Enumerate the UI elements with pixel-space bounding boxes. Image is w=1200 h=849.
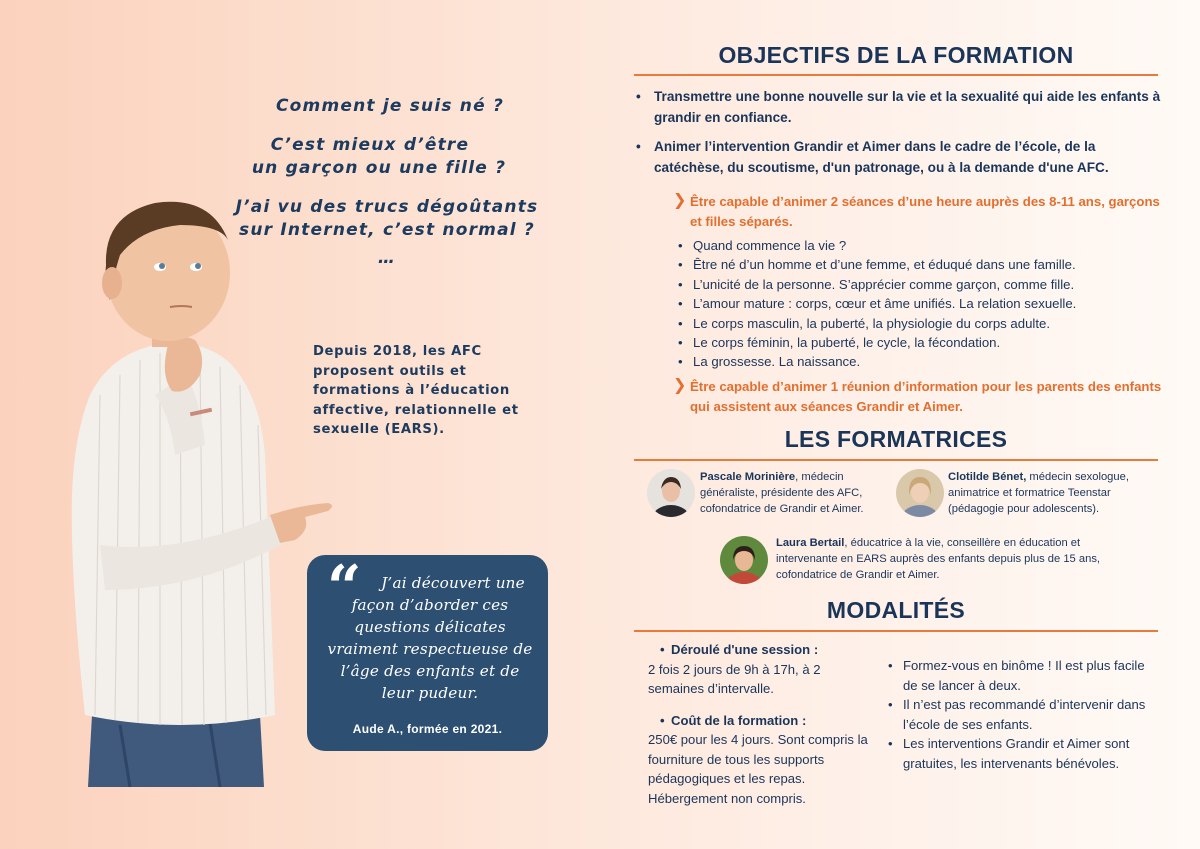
modalites-left-column — [648, 640, 878, 808]
topic-item: • La grossesse. La naissance. — [676, 352, 1146, 371]
bio-laura: Laura Bertail, éducatrice à la vie, conseillère en éducation et intervenante en EARS auprès des enfants depuis plus de 15 ans, cofondatrice de Grandir et Aimer. — [776, 537, 1101, 581]
topic-item: • Le corps masculin, la puberté, la physiologie du corps adulte. — [676, 314, 1146, 333]
topic-item: • Être né d’un homme et d’une femme, et éduqué dans une famille. — [676, 255, 1146, 274]
modalite-item: • Formez-vous en binôme ! Il est plus facile de se lancer à deux. — [885, 656, 1160, 695]
bio-clotilde: Clotilde Bénet, médecin sexologue, animatrice et formatrice Teenstar (pédagogie pour adolescents). — [948, 471, 1129, 515]
avatar-laura — [720, 536, 768, 584]
goal-seances: ❯ Être capable d’animer 2 séances d’une heure auprès des 8-11 ans, garçons et filles séparés. — [673, 192, 1160, 229]
modalite-item: • Les interventions Grandir et Aimer sont gratuites, les intervenants bénévoles. — [885, 734, 1160, 773]
thinking-boy-photo — [60, 195, 335, 787]
cost-label: • Coût de la formation : — [660, 711, 878, 731]
intro-paragraph: Depuis 2018, les AFC proposent outils et formations à l’éducation affective, relationnelle et sexuelle (EARS). — [313, 344, 519, 437]
formatrices-title: LES FORMATRICES — [784, 426, 1008, 452]
avatar-pascale — [647, 469, 695, 517]
question-3-line2: sur Internet, c’est normal ? — [239, 220, 535, 240]
modalites-title: MODALITÉS — [826, 597, 966, 623]
objectifs-divider — [634, 74, 1158, 76]
topic-item: • L’amour mature : corps, cœur et âme unifiés. La relation sexuelle. — [676, 294, 1146, 313]
objectifs-bullets — [634, 86, 1164, 186]
session-label: • Déroulé d'une session : — [660, 640, 878, 660]
bio-pascale: Pascale Morinière, médecin généraliste, présidente des AFC, cofondatrice de Grandir et Aimer. — [700, 471, 864, 515]
chevron-right-icon: ❯ — [673, 192, 687, 209]
testimonial-box — [307, 555, 548, 751]
topic-item: • L’unicité de la personne. S’apprécier comme garçon, comme fille. — [676, 275, 1146, 294]
question-2-line2: un garçon ou une fille ? — [251, 158, 507, 178]
testimonial-author: Aude A., formée en 2021. — [352, 722, 503, 736]
objectifs-title: OBJECTIFS DE LA FORMATION — [718, 42, 1074, 68]
formatrices-divider — [634, 459, 1158, 461]
question-1: Comment je suis né ? — [275, 96, 505, 116]
question-3-line1: J’ai vu des trucs dégoûtants — [235, 197, 539, 217]
quote-mark-icon: “ — [327, 553, 362, 623]
avatar-clotilde — [896, 469, 944, 517]
topic-item: • Le corps féminin, la puberté, le cycle, la fécondation. — [676, 333, 1146, 352]
chevron-right-icon: ❯ — [673, 377, 687, 394]
goal-reunion: ❯ Être capable d’animer 1 réunion d’information pour les parents des enfants qui assistent aux séances Grandir et Aimer. — [673, 377, 1162, 414]
testimonial-text: J’ai découvert une façon d’aborder ces questions délicates vraiment respectueuse de l’âge des enfants et de leur pudeur. — [327, 574, 533, 702]
objectif-item: • Transmettre une bonne nouvelle sur la vie et la sexualité qui aide les enfants à grandir en confiance. — [636, 89, 1161, 125]
cost-text: 250€ pour les 4 jours. Sont compris la fourniture de tous les supports pédagogiques et les repas. Hébergement non compris. — [648, 732, 868, 806]
topics-list — [676, 236, 1146, 372]
modalites-divider — [634, 630, 1158, 632]
question-ellipsis: … — [377, 248, 397, 268]
objectif-item: • Animer l’intervention Grandir et Aimer dans le cadre de l’école, de la catéchèse, du scoutisme, d'un patronage, ou à la demande d'une AFC. — [636, 139, 1109, 175]
modalites-right-list — [885, 656, 1160, 773]
topic-item: • Quand commence la vie ? — [676, 236, 1146, 255]
session-text: 2 fois 2 jours de 9h à 17h, à 2 semaines d’intervalle. — [648, 661, 821, 696]
question-2-line1: C’est mieux d’être — [270, 135, 470, 155]
modalite-item: • Il n’est pas recommandé d’intervenir dans l’école de ses enfants. — [885, 695, 1160, 734]
